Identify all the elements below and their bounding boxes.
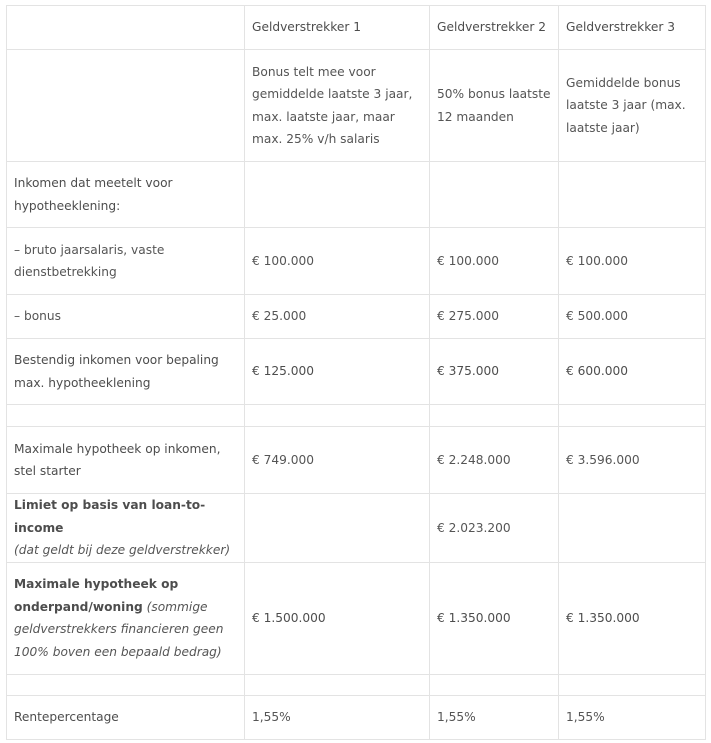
salary-lender-2: € 100.000: [430, 228, 559, 295]
empty-cell: [430, 162, 559, 228]
salary-row: [7, 228, 706, 295]
steady-income-row: [7, 339, 706, 405]
lti-limit-row: [7, 494, 706, 563]
lti-limit-label-cell: [7, 494, 245, 563]
empty-cell: [245, 674, 430, 695]
mortgage-comparison-table: [6, 5, 706, 740]
empty-cell: [245, 162, 430, 228]
spacer-row: [7, 405, 706, 427]
empty-cell: [559, 674, 706, 695]
max-mortgage-income-lender-2: € 2.248.000: [430, 427, 559, 494]
header-empty-cell: [7, 6, 245, 50]
max-mortgage-income-row: [7, 427, 706, 494]
bonus-policy-lender-1: Bonus telt mee voor gemiddelde laatste 3 jaar, max. laatste jaar, maar max. 25% v/h salaris: [245, 50, 430, 162]
lti-limit-lender-2: € 2.023.200: [430, 494, 559, 563]
max-mortgage-collateral-lender-2: € 1.350.000: [430, 562, 559, 674]
header-lender-3: Geldverstrekker 3: [559, 6, 706, 50]
interest-rate-label: Rentepercentage: [7, 695, 245, 739]
empty-cell: [559, 405, 706, 427]
max-mortgage-collateral-row: [7, 562, 706, 674]
header-row: [7, 6, 706, 50]
steady-income-lender-1: € 125.000: [245, 339, 430, 405]
salary-lender-1: € 100.000: [245, 228, 430, 295]
max-mortgage-income-lender-3: € 3.596.000: [559, 427, 706, 494]
max-mortgage-collateral-label-cell: [7, 562, 245, 674]
empty-cell: [245, 405, 430, 427]
income-heading: Inkomen dat meetelt voor hypotheeklening:: [7, 162, 245, 228]
steady-income-label: Bestendig inkomen voor bepaling max. hypotheeklening: [7, 339, 245, 405]
bonus-policy-row: [7, 50, 706, 162]
interest-rate-lender-1: 1,55%: [245, 695, 430, 739]
steady-income-lender-3: € 600.000: [559, 339, 706, 405]
lti-limit-lender-3: [559, 494, 706, 563]
salary-label: – bruto jaarsalaris, vaste dienstbetrekking: [7, 228, 245, 295]
interest-rate-lender-3: 1,55%: [559, 695, 706, 739]
max-mortgage-income-lender-1: € 749.000: [245, 427, 430, 494]
bonus-row: [7, 295, 706, 339]
steady-income-lender-2: € 375.000: [430, 339, 559, 405]
bonus-lender-2: € 275.000: [430, 295, 559, 339]
bonus-policy-lender-2: 50% bonus laatste 12 maanden: [430, 50, 559, 162]
empty-cell: [430, 674, 559, 695]
interest-rate-row: [7, 695, 706, 739]
max-mortgage-collateral-lender-1: € 1.500.000: [245, 562, 430, 674]
max-mortgage-collateral-lender-3: € 1.350.000: [559, 562, 706, 674]
lti-limit-label: Limiet op basis van loan-to-income: [14, 498, 206, 535]
empty-cell: [430, 405, 559, 427]
bonus-lender-1: € 25.000: [245, 295, 430, 339]
header-lender-2: Geldverstrekker 2: [430, 6, 559, 50]
max-mortgage-collateral-note: (sommige geldverstrekkers financieren geen 100% boven een bepaald bedrag): [14, 599, 224, 659]
spacer-row: [7, 674, 706, 695]
interest-rate-lender-2: 1,55%: [430, 695, 559, 739]
bonus-policy-label-cell: [7, 50, 245, 162]
lti-limit-note: (dat geldt bij deze geldverstrekker): [14, 543, 231, 557]
header-lender-1: Geldverstrekker 1: [245, 6, 430, 50]
max-mortgage-collateral-label: Maximale hypotheek op onderpand/woning: [14, 577, 179, 614]
salary-lender-3: € 100.000: [559, 228, 706, 295]
bonus-policy-lender-3: Gemiddelde bonus laatste 3 jaar (max. laatste jaar): [559, 50, 706, 162]
bonus-label: – bonus: [7, 295, 245, 339]
max-mortgage-income-label: Maximale hypotheek op inkomen, stel starter: [7, 427, 245, 494]
empty-cell: [559, 162, 706, 228]
lti-limit-lender-1: [245, 494, 430, 563]
bonus-lender-3: € 500.000: [559, 295, 706, 339]
income-heading-row: [7, 162, 706, 228]
empty-cell: [7, 405, 245, 427]
empty-cell: [7, 674, 245, 695]
